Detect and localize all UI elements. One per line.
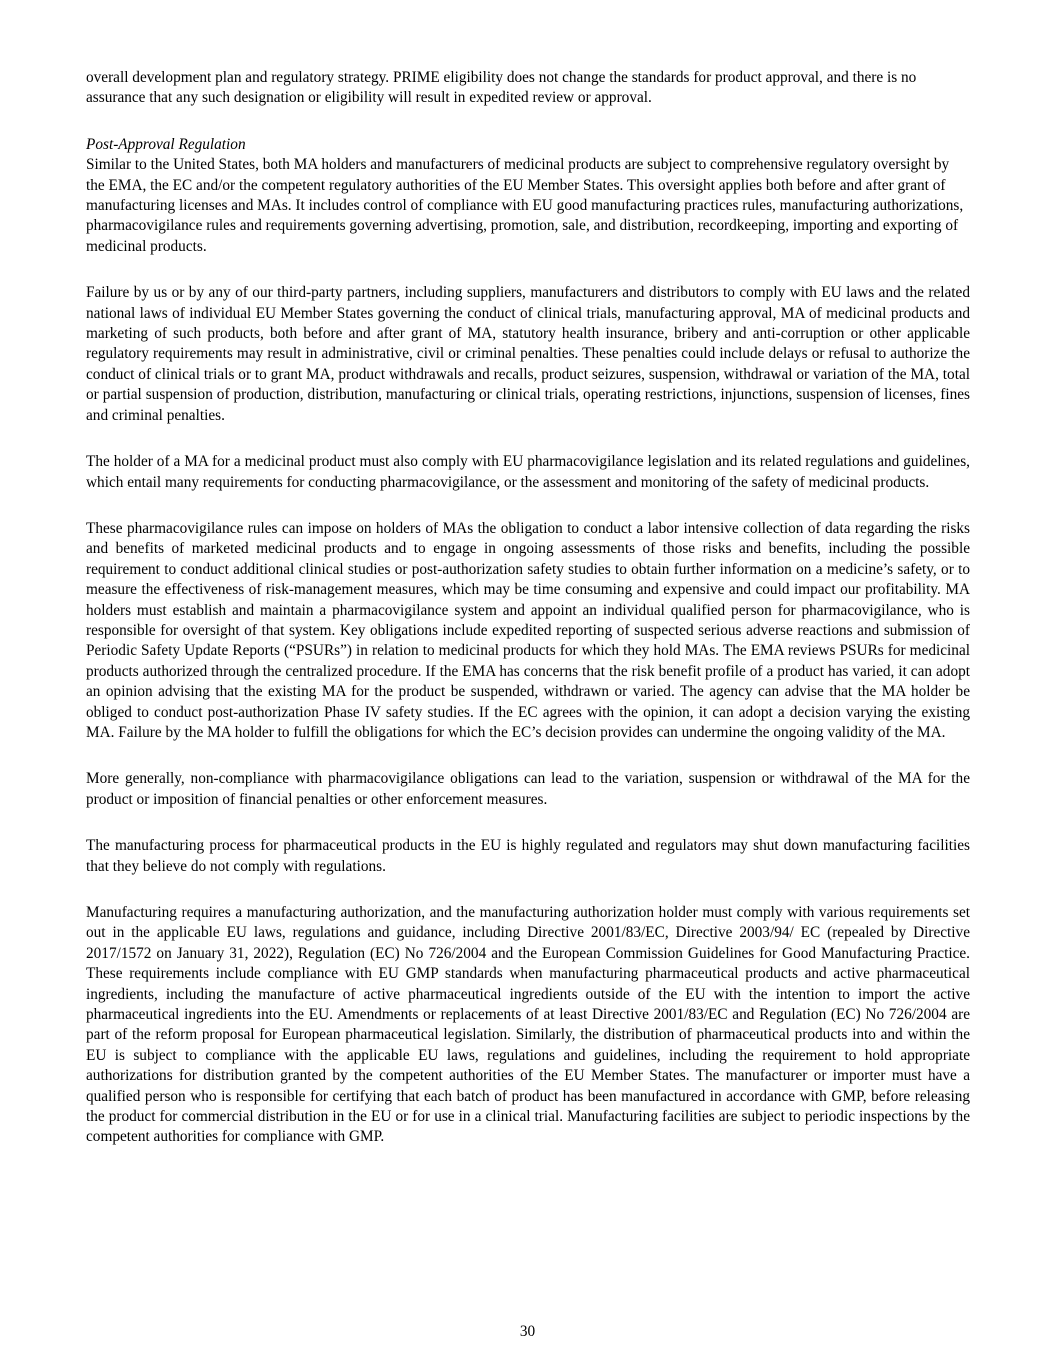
paragraph-prime-eligibility: overall development plan and regulatory strategy. PRIME eligibility does not change the standards for product approval, and there is no assurance that any such designation or eligibility will result in expedited review or approval. [86, 69, 917, 107]
paragraph-pharmacovigilance-rules: These pharmacovigilance rules can impose on holders of MAs the obligation to conduct a labor intensive collection of data regarding the risks and benefits of marketed medicinal products and to engage in ongoing assessments of those risks and benefits, including the possible requirement to conduct additional clinical studies or post-authorization safety studies to obtain further information on a medicine’s safety, or to measure the effectiveness of risk-management measures, which may be time consuming and expensive and could impact our profitability. MA holders must establish and maintain a pharmacovigilance system and appoint an individual qualified person for pharmacovigilance, who is responsible for oversight of that system. Key obligations include expedited reporting of suspected serious adverse reactions and submission of Periodic Safety Update Reports (“PSURs”) in relation to medicinal products for which they hold MAs. The EMA reviews PSURs for medicinal products authorized through the centralized procedure. If the EMA has concerns that the risk benefit profile of a product has varied, it can adopt an opinion advising that the existing MA for the product be suspended, withdrawn or varied. The agency can advise that the MA holder be obliged to conduct post-authorization Phase IV safety studies. If the EC agrees with the opinion, it can adopt a decision varying the existing MA. Failure by the MA holder to fulfill the obligations for which the EC’s decision provides can undermine the ongoing validity of the MA. [86, 519, 970, 741]
paragraph-manufacturing-authorization: Manufacturing requires a manufacturing authorization, and the manufacturing authorization holder must comply with various requirements set out in the applicable EU laws, regulations and guidance, including Directive 2001/83/EC, Directive 2003/94/ EC (repealed by Directive 2017/1572 on January 31, 2022), Regulation (EC) No 726/2004 and the European Commission Guidelines for Good Manufacturing Practice. These requirements include compliance with EU GMP standards when manufacturing pharmaceutical products and active pharmaceutical ingredients, including the manufacture of active pharmaceutical ingredients outside of the EU with the intention to import the active pharmaceutical ingredients into the EU. Amendments or replacements of at least Directive 2001/83/EC and Regulation (EC) No 726/2004 are part of the reform proposal for European pharmaceutical legislation. Similarly, the distribution of pharmaceutical products into and within the EU is subject to compliance with the applicable EU laws, regulations and guidelines, including the requirement to hold appropriate authorizations for distribution granted by the competent authorities of the EU Member States. The manufacturer or importer must have a qualified person who is responsible for certifying that each batch of product has been manufactured in accordance with GMP, before releasing the product for commercial distribution in the EU or for use in a clinical trial. Manufacturing facilities are subject to periodic inspections by the competent authorities for compliance with GMP. [86, 904, 970, 1146]
document-body [86, 68, 970, 1148]
paragraph-manufacturing-process: The manufacturing process for pharmaceutical products in the EU is highly regulated and regulators may shut down manufacturing facilities that they believe do not comply with regulations. [86, 837, 970, 875]
paragraph-pharmacovigilance-legislation: The holder of a MA for a medicinal product must also comply with EU pharmacovigilance legislation and its related regulations and guidelines, which entail many requirements for conducting pharmacovigilance, or the assessment and monitoring of the safety of medicinal products. [86, 453, 970, 491]
paragraph-failure-to-comply: Failure by us or by any of our third-party partners, including suppliers, manufacturers and distributors to comply with EU laws and the related national laws of individual EU Member States governing the conduct of clinical trials, manufacturing approval, MA of medicinal products and marketing of such products, both before and after grant of MA, statutory health insurance, bribery and anti-corruption or other applicable regulatory requirements may result in administrative, civil or criminal penalties. These penalties could include delays or refusal to authorize the conduct of clinical trials or to grant MA, product withdrawals and recalls, product seizures, suspension, withdrawal or variation of the MA, total or partial suspension of production, distribution, manufacturing or clinical trials, operating restrictions, injunctions, suspension of licenses, fines and criminal penalties. [86, 284, 970, 424]
section-heading-post-approval-regulation: Post-Approval Regulation [86, 135, 246, 153]
page-number: 30 [519, 1323, 536, 1340]
paragraph-non-compliance: More generally, non-compliance with pharmacovigilance obligations can lead to the variation, suspension or withdrawal of the MA for the product or imposition of financial penalties or other enforcement measures. [86, 770, 970, 808]
paragraph-post-approval-oversight: Similar to the United States, both MA holders and manufacturers of medicinal products are subject to comprehensive regulatory oversight by the EMA, the EC and/or the competent regulatory authorities of the EU Member States. This oversight applies both before and after grant of manufacturing licenses and MAs. It includes control of compliance with EU good manufacturing practices rules, manufacturing authorizations, pharmacovigilance rules and requirements governing advertising, promotion, sale, and distribution, recordkeeping, importing and exporting of medicinal products. [86, 156, 964, 255]
